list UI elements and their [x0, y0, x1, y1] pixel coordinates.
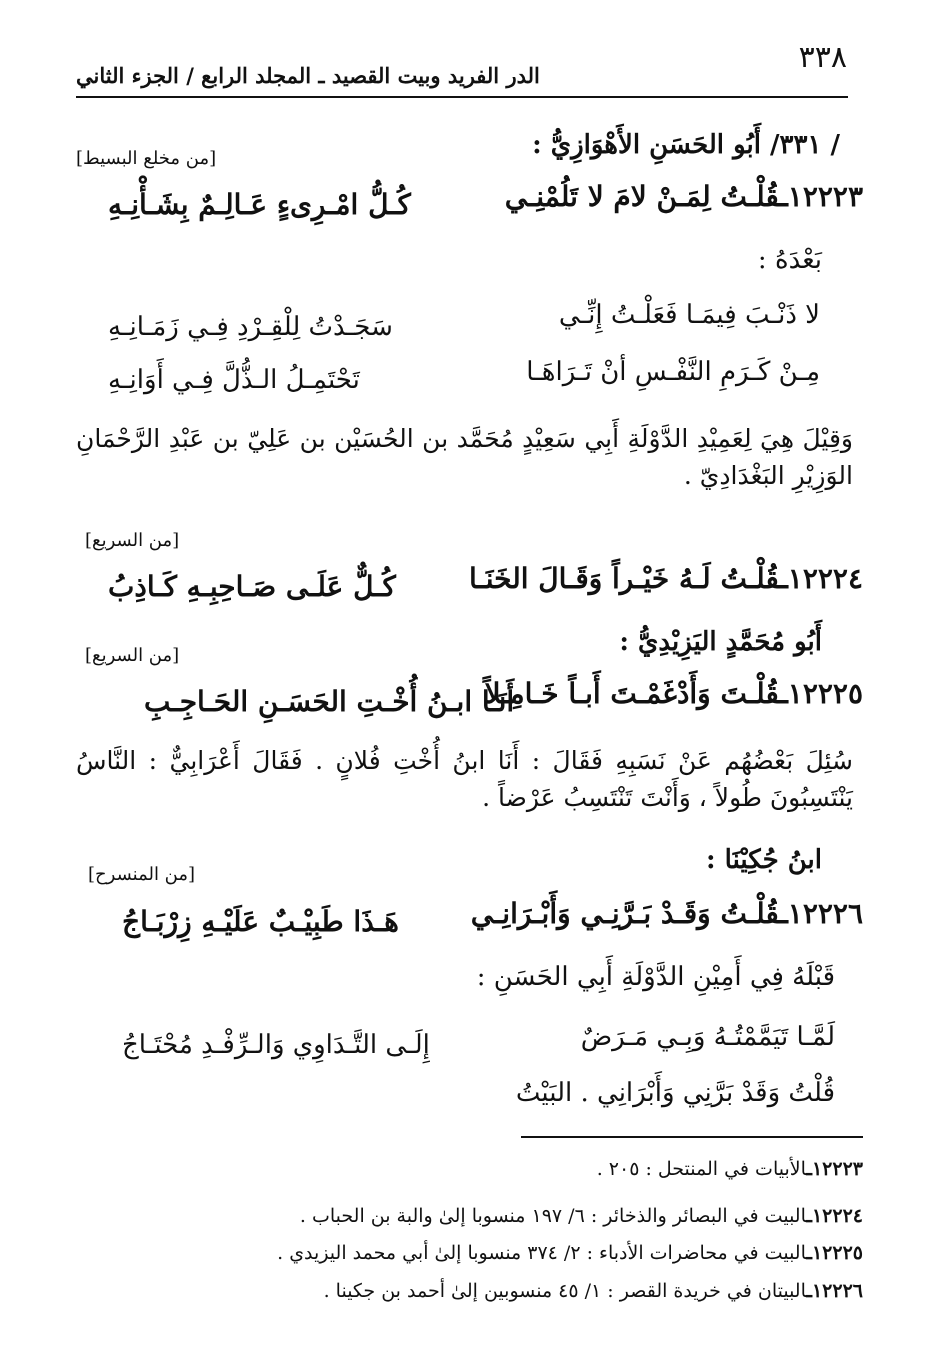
- meter-label: [من المنسرح]: [88, 864, 196, 885]
- verse-number: ١٢٢٢٥ـ: [779, 677, 863, 710]
- page-number: ٣٣٨: [798, 40, 847, 75]
- poet-name: / ٣٣١/ أَبُو الحَسَنِ الأَهْوَازِيُّ :: [532, 130, 840, 160]
- meter-label: [من مخلع البسيط]: [76, 148, 217, 169]
- footnote-number: ١٢٢٢٥ـ: [806, 1242, 863, 1264]
- verse-first-hemistich: ١٢٢٢٤ـقُلْـتُ لَـهُ خَيْـراً وَقَـالَ الخَنَـا: [468, 562, 863, 595]
- verse-second-hemistich: كُـلُّ امْـرِىءٍ عَـالِـمٌ بِشَـأْنِـهِ: [108, 188, 411, 221]
- poet-name: ابنُ جُكِيْنَا :: [706, 845, 822, 875]
- verse-first-hemistich: لا ذَنْـبَ فِيمَـا فَعَلْـتُ إِنِّـي: [558, 300, 820, 330]
- header-rule: [76, 96, 848, 98]
- poet-name: أَبُو مُحَمَّدٍ اليَزِيْدِيُّ :: [619, 627, 822, 657]
- verse-first-hemistich: مِـنْ كَـرَمِ النَّفْـسِ أنْ تَـرَاهَـا: [526, 357, 820, 387]
- verse-first-hemistich: ١٢٢٢٣ـقُلْـتُ لِمَـنْ لامَ لا تَلُمْنِـي: [504, 180, 863, 213]
- running-title: الدر الفريد وبيت القصيد ـ المجلد الرابع / الجزء الثاني: [76, 63, 540, 88]
- section-note: بَعْدَهُ :: [757, 245, 822, 275]
- verse-first-hemistich: ١٢٢٢٦ـقُلْـتُ وَقَـدْ بَـرَّنِـي وَأَبْـرَانِـي: [470, 897, 863, 930]
- verse-second-hemistich: إِلَـى التَّـدَاوِي وَالـرِّفْـدِ مُحْتَـاجُ: [122, 1030, 430, 1060]
- verse-second-hemistich: سَجَـدْتُ لِلْقِـرْدِ فِـي زَمَـانِـهِ: [108, 312, 393, 342]
- verse-number: ١٢٢٢٣ـ: [779, 180, 863, 213]
- footnote-number: ١٢٢٢٤ـ: [806, 1205, 863, 1227]
- verse-second-hemistich: هَـذَا طَبِيْـبٌ عَلَيْـهِ زِرْبَـاجُ: [122, 905, 399, 938]
- verse-first-hemistich: ١٢٢٢٥ـقُلْـتَ وَأَدْغَمْـتَ أَبـاً خَـامِـلاً: [484, 677, 863, 710]
- footnote-number: ١٢٢٢٦ـ: [806, 1280, 863, 1302]
- footnote: ١٢٢٢٥ـالبيت في محاضرات الأدباء : ٢/ ٣٧٤ منسوبا إلىٰ أبي محمد اليزيدي .: [277, 1242, 863, 1264]
- verse-first-hemistich: لَمَّـا تَيَمَّمْتُـهُ وَبِـي مَـرَضٌ: [580, 1022, 835, 1052]
- meter-label: [من السريع]: [85, 530, 180, 551]
- verse-second-hemistich: تَحْتَمِـلُ الـذُّلَّ فِـي أَوَانِـهِ: [108, 365, 360, 395]
- section-note: قَبْلَهُ فِي أَمِيْنِ الدَّوْلَةِ أَبِي الحَسَنِ :: [476, 962, 835, 992]
- verse-number: ١٢٢٢٤ـ: [779, 562, 863, 595]
- prose-paragraph: سُئِلَ بَعْضُهُم عَنْ نَسَبِهِ فَقَالَ : أَنَا ابنُ أُخْتِ فُلانٍ . فَقَالَ أَعْرَابِيٌّ : النَّاسُ يَنْتَسِبُونَ طُولاً ، وَأَنْتَ تَنْتَسِبُ عَرْضاً .: [76, 746, 853, 812]
- footnote: ١٢٢٢٦ـالبيتان في خريدة القصر : ١/ ٤٥ منسوبين إلىٰ أحمد بن جكينا .: [323, 1280, 863, 1302]
- closing-line: قُلْتُ وَقَدْ بَرَّنِي وَأَبْرَانِي . البَيْتُ: [515, 1078, 835, 1108]
- footnote-rule: [521, 1136, 863, 1138]
- footnote: ١٢٢٢٤ـالبيت في البصائر والذخائر : ٦/ ١٩٧ منسوبا إلىٰ والبة بن الحباب .: [299, 1205, 863, 1227]
- verse-number: ١٢٢٢٦ـ: [779, 897, 863, 930]
- prose-paragraph: وَقِيْلَ هِيَ لِعَمِيْدِ الدَّوْلَةِ أَبِي سَعِيْدٍ مُحَمَّد بن الحُسَيْن بن عَلِيّ بن عَبْدِ الرَّحْمَانِ الوَزِيْرِ البَغْدَادِيّ .: [76, 424, 853, 490]
- footnote: ١٢٢٢٣ـالأبيات في المنتحل : ٢٠٥ .: [596, 1158, 863, 1180]
- verse-second-hemistich: كُـلٌّ عَلَـى صَـاحِبِـهِ كَـاذِبُ: [108, 570, 396, 603]
- verse-second-hemistich: أَنَـا ابـنُ أُخْـتِ الحَسَـنِ الحَـاجِـبِ: [144, 685, 515, 718]
- footnote-number: ١٢٢٢٣ـ: [806, 1158, 863, 1180]
- meter-label: [من السريع]: [85, 645, 180, 666]
